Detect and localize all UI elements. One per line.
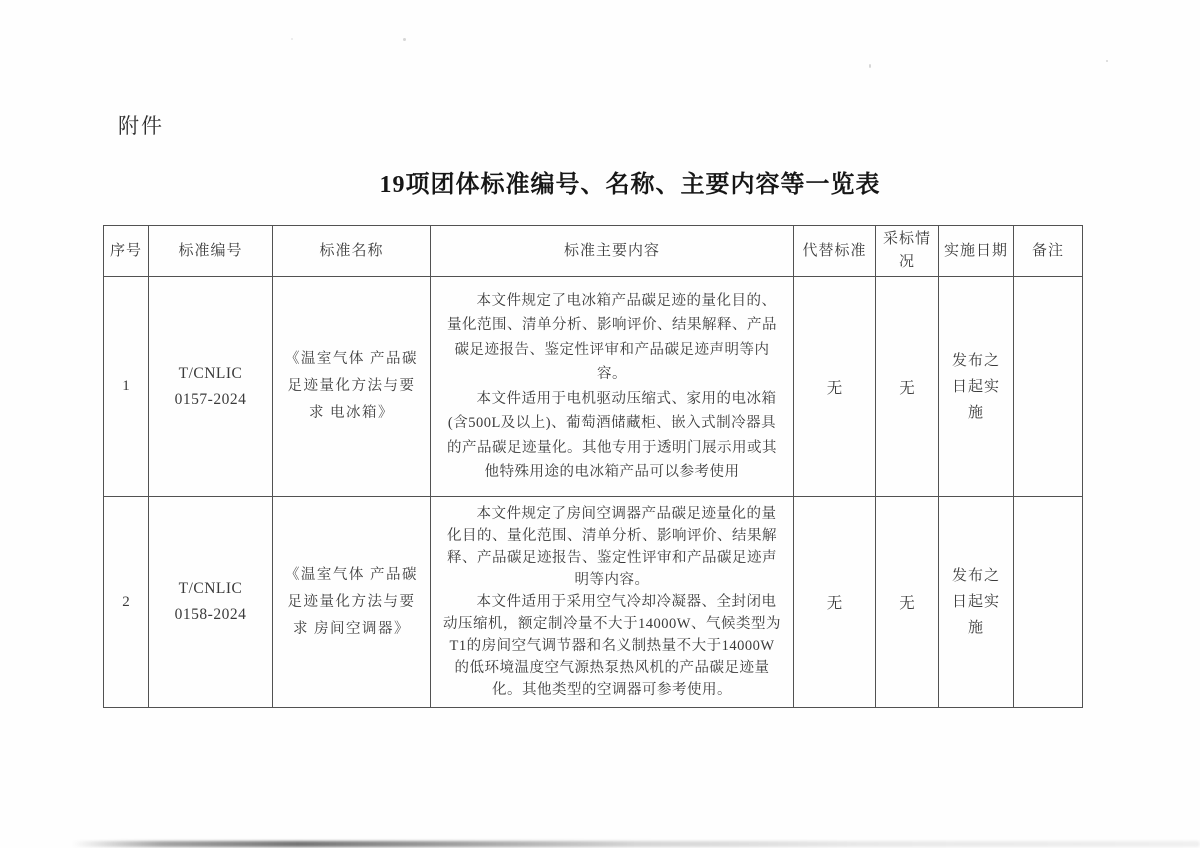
header-implementation: 实施日期	[939, 226, 1014, 277]
cell-seq: 2	[104, 497, 149, 708]
cell-standard-name: 《温室气体 产品碳足迹量化方法与要求 房间空调器》	[273, 497, 431, 708]
table-header-row	[104, 226, 1083, 277]
cell-seq: 1	[104, 277, 149, 497]
document-title: 19项团体标准编号、名称、主要内容等一览表	[379, 172, 881, 198]
table-row	[104, 277, 1083, 497]
cell-remark	[1014, 497, 1083, 708]
content-paragraph: 本文件适用于电机驱动压缩式、家用的电冰箱(含500L及以上)、葡萄酒储藏柜、嵌入式制冷器具的产品碳足迹量化。其他专用于透明门展示用或其他特殊用途的电冰箱产品可以参考使用	[447, 390, 777, 480]
standard-code-line2: 0158-2024	[174, 606, 247, 623]
cell-replaced-standard: 无	[794, 277, 876, 497]
header-name: 标准名称	[273, 226, 431, 277]
cell-main-content	[431, 497, 794, 708]
content-paragraph: 本文件规定了电冰箱产品碳足迹的量化目的、量化范围、清单分析、影响评价、结果解释、产品碳足迹报告、鉴定性评审和产品碳足迹声明等内容。	[447, 292, 777, 382]
cell-implementation-date: 发布之日起实施	[939, 277, 1014, 497]
cell-standard-code	[149, 277, 273, 497]
scan-speck	[291, 38, 293, 40]
cell-standard-code	[149, 497, 273, 708]
content-paragraph: 本文件规定了房间空调器产品碳足迹量化的量化目的、量化范围、清单分析、影响评价、结果解释、产品碳足迹报告、鉴定性评审和产品碳足迹声明等内容。	[447, 506, 777, 588]
header-content: 标准主要内容	[431, 226, 794, 277]
scan-edge-shadow	[72, 841, 1200, 847]
cell-main-content	[431, 277, 794, 497]
header-seq: 序号	[104, 226, 149, 277]
cell-adoption-status: 无	[876, 277, 939, 497]
header-adoption: 采标情况	[876, 226, 939, 277]
cell-implementation-date: 发布之日起实施	[939, 497, 1014, 708]
scan-speck	[869, 64, 871, 68]
header-remark: 备注	[1014, 226, 1083, 277]
standards-table	[103, 225, 1083, 708]
header-replaced: 代替标准	[794, 226, 876, 277]
standard-code-line1: T/CNLIC	[178, 580, 243, 597]
scan-speck	[1106, 60, 1108, 62]
cell-adoption-status: 无	[876, 497, 939, 708]
attachment-label: 附件	[118, 114, 164, 138]
scan-speck	[403, 38, 406, 41]
cell-standard-name: 《温室气体 产品碳足迹量化方法与要求 电冰箱》	[273, 277, 431, 497]
standard-code-line1: T/CNLIC	[178, 364, 243, 382]
standard-code-line2: 0157-2024	[174, 390, 247, 408]
content-paragraph: 本文件适用于采用空气冷却冷凝器、全封闭电动压缩机，额定制冷量不大于14000W、气候类型为T1的房间空气调节器和名义制热量不大于14000W的低环境温度空气源热泵热风机的产品碳足迹量化。其他类型的空调器可参考使用。	[443, 594, 781, 698]
cell-replaced-standard: 无	[794, 497, 876, 708]
table-row	[104, 497, 1083, 708]
header-code: 标准编号	[149, 226, 273, 277]
cell-remark	[1014, 277, 1083, 497]
